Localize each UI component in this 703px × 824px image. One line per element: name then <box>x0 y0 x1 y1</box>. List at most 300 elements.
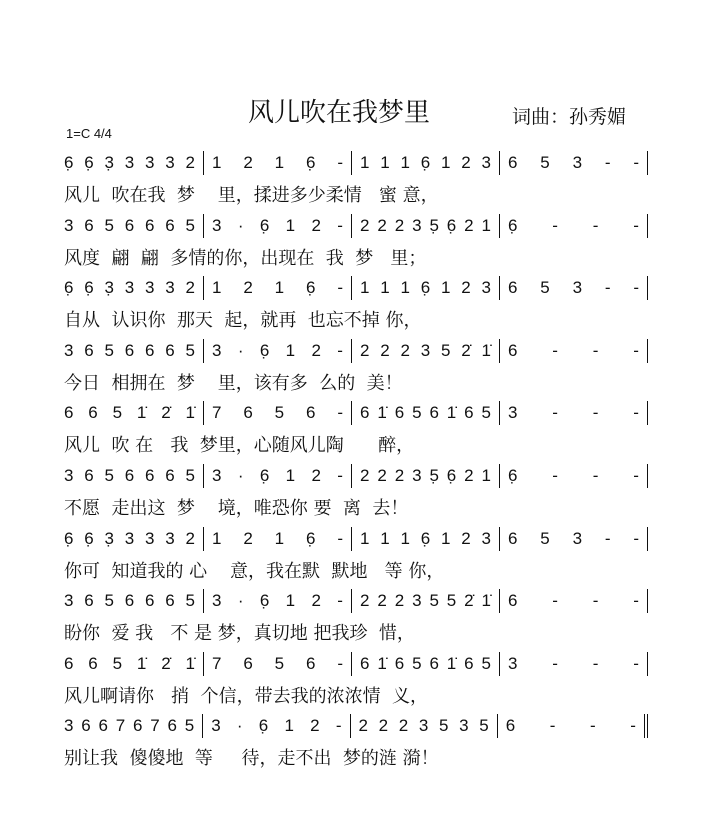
note: 1 <box>360 153 370 172</box>
note: - <box>337 466 343 485</box>
note: 6 <box>88 403 98 423</box>
note: 2 <box>400 340 410 360</box>
measure <box>64 652 204 676</box>
note: 3 <box>212 215 222 235</box>
measure <box>351 714 498 738</box>
note: - <box>633 466 639 485</box>
note: 2 <box>243 153 253 172</box>
note: 6 <box>429 653 439 673</box>
note: 1 <box>212 528 222 548</box>
note: 5 <box>540 278 550 298</box>
note: 7 <box>212 653 222 673</box>
note: 5 <box>412 403 422 423</box>
note: 3̣ <box>104 153 114 172</box>
note: 6̣ <box>84 278 94 298</box>
measure <box>64 714 203 738</box>
measure <box>64 401 204 425</box>
note: 2 <box>461 528 471 548</box>
note: 1 <box>212 153 222 172</box>
note: 3 <box>145 278 155 298</box>
note: 1 <box>285 591 296 611</box>
note: 6 <box>165 215 175 235</box>
note: 6̣ <box>446 466 457 485</box>
note: 7 <box>212 403 222 423</box>
note: 5̣ <box>429 466 439 485</box>
measure <box>64 589 204 613</box>
note: 6̣ <box>420 528 431 548</box>
note: 2 <box>377 466 387 485</box>
measure <box>500 464 648 488</box>
note: 5̣ <box>429 215 439 235</box>
note: 3 <box>412 466 422 485</box>
note: 2 <box>360 215 370 235</box>
note: 2 <box>360 340 370 360</box>
measure <box>64 276 204 300</box>
measure <box>352 464 500 488</box>
note: 2̇ <box>161 403 171 423</box>
notation-line <box>64 401 648 425</box>
note: 2 <box>311 340 321 360</box>
note: 5 <box>540 528 550 548</box>
note: 2 <box>394 591 405 611</box>
note: 1̇ <box>185 403 195 423</box>
measure <box>204 464 352 488</box>
notation-line <box>64 151 648 175</box>
note: - <box>549 716 556 736</box>
note: 6̣ <box>84 153 94 172</box>
lyrics-line: 不愿 走出这 梦 境，唯恐你 要 离 去！ <box>64 498 409 519</box>
note: 2 <box>461 153 471 172</box>
note: 1 <box>400 153 410 172</box>
note: 2 <box>185 528 195 548</box>
lyrics-line: 你可 知道我的 心 意，我在默 默地 等 你， <box>64 560 445 582</box>
lyrics-line: 自从 认识你 那天 起，就再 也忘不掉 你， <box>64 310 422 332</box>
note: · <box>237 591 244 611</box>
note: - <box>592 653 599 673</box>
note: 1 <box>441 278 451 298</box>
note: 6 <box>88 653 98 673</box>
measure <box>500 589 648 613</box>
note: 5 <box>479 716 489 736</box>
measure <box>500 652 648 676</box>
note: 3 <box>165 153 175 172</box>
note: 2 <box>185 278 195 298</box>
note: 5 <box>412 653 422 673</box>
note: - <box>633 278 639 298</box>
note: 2 <box>360 466 370 485</box>
note: 1̇ <box>446 653 457 673</box>
note: 6 <box>84 466 94 485</box>
note: 6 <box>165 340 175 360</box>
note: - <box>335 716 342 736</box>
note: 6 <box>305 403 316 423</box>
note: 3 <box>459 716 469 736</box>
note: 3 <box>481 278 491 298</box>
note: 1 <box>380 528 390 548</box>
note: 6 <box>508 278 518 298</box>
lyrics-line: 别让我 傻傻地 等 待，走不出 梦的涟 漪！ <box>64 748 439 770</box>
note: 6 <box>165 466 175 485</box>
note: 3̣ <box>104 528 114 548</box>
note: 2̇ <box>464 591 474 611</box>
note: 6̣ <box>420 278 431 298</box>
measure <box>204 527 352 551</box>
note: 3 <box>412 215 422 235</box>
note: 5 <box>184 716 195 736</box>
note: 2 <box>243 278 253 298</box>
note: 3 <box>165 528 175 548</box>
lyrics-line: 盼你 爱 我 不 是 梦，真切地 把我珍 惜， <box>64 623 415 645</box>
measure <box>203 714 350 738</box>
note: - <box>590 716 596 736</box>
note: 5 <box>185 591 195 611</box>
note: 6 <box>124 215 135 235</box>
note: - <box>592 591 599 611</box>
note: 6 <box>505 716 516 736</box>
measure <box>500 276 648 300</box>
note: · <box>236 716 243 736</box>
note: 1 <box>274 153 285 172</box>
note: - <box>633 215 639 235</box>
note: - <box>633 591 639 611</box>
note: 3 <box>145 153 155 172</box>
note: · <box>237 466 244 485</box>
note: 6̣ <box>305 278 316 298</box>
note: 5 <box>481 653 491 673</box>
note: 6 <box>165 591 175 611</box>
measure <box>64 464 204 488</box>
note: 2 <box>310 716 320 736</box>
note: 6 <box>508 340 518 360</box>
note: 1̇ <box>481 591 491 611</box>
lyrics-line: 风度 翩 翩 多情的你，出现在 我 梦 里； <box>64 247 427 269</box>
notation-line <box>64 214 648 238</box>
note: 6 <box>360 653 370 673</box>
note: 1 <box>481 215 491 235</box>
note: 5 <box>104 466 114 485</box>
note: 6̣ <box>508 466 518 485</box>
note: 3 <box>124 278 135 298</box>
note: 3 <box>145 528 155 548</box>
note: 2 <box>377 591 387 611</box>
measure <box>498 714 648 738</box>
measure <box>204 589 352 613</box>
measure <box>204 652 352 676</box>
note: - <box>337 653 343 673</box>
note: 3 <box>64 215 74 235</box>
note: 6̣ <box>259 591 270 611</box>
note: 5 <box>185 215 195 235</box>
song-title: 风儿吹在我梦里 <box>248 98 431 128</box>
measure <box>352 276 500 300</box>
note: 2 <box>380 340 390 360</box>
note: 2 <box>377 215 387 235</box>
notation-line <box>64 339 648 363</box>
note: 2 <box>311 466 321 485</box>
lyrics-line: 风儿啊请你 捎 个信，带去我的浓浓情 义， <box>64 685 429 707</box>
note: 5 <box>429 591 439 611</box>
note: 6 <box>64 653 74 673</box>
note: 1 <box>285 340 296 360</box>
note: 2 <box>464 215 474 235</box>
note: 3 <box>64 466 74 485</box>
note: 2 <box>185 153 195 172</box>
note: 1 <box>360 278 370 298</box>
note: - <box>633 653 639 673</box>
note: 5 <box>112 403 123 423</box>
note: 1̇ <box>481 340 491 360</box>
note: 2 <box>394 466 405 485</box>
note: 3̣ <box>104 278 114 298</box>
note: 1 <box>380 278 390 298</box>
note: 2 <box>378 716 389 736</box>
note: - <box>552 591 558 611</box>
note: - <box>592 403 599 423</box>
measure <box>500 339 648 363</box>
note: 2̇ <box>161 653 171 673</box>
note: 3 <box>508 403 518 423</box>
measure <box>352 214 500 238</box>
note: - <box>633 403 639 423</box>
lyrics-line: 风儿 吹 在 我 梦里，心随风儿陶 醉， <box>64 435 415 457</box>
measure <box>204 339 352 363</box>
note: 6 <box>167 716 177 736</box>
note: 3 <box>418 716 429 736</box>
note: - <box>552 403 558 423</box>
note: 6 <box>243 653 253 673</box>
notation-line <box>64 652 648 676</box>
note: - <box>604 528 611 548</box>
note: 1̇ <box>446 403 457 423</box>
note: 2 <box>358 716 368 736</box>
note: 1 <box>274 528 285 548</box>
measure <box>64 214 204 238</box>
measure <box>64 339 204 363</box>
note: 3 <box>212 591 222 611</box>
note: 1̇ <box>136 403 147 423</box>
note: 1 <box>284 716 294 736</box>
note: 1̇ <box>136 653 147 673</box>
note: 3 <box>572 153 583 172</box>
measure <box>64 527 204 551</box>
measure <box>204 214 352 238</box>
measure <box>352 339 500 363</box>
note: 3 <box>412 591 422 611</box>
notation-line <box>64 464 648 488</box>
note: 6 <box>508 153 518 172</box>
note: 6 <box>84 591 94 611</box>
note: 1 <box>360 528 370 548</box>
note: 6 <box>64 403 74 423</box>
note: - <box>552 466 558 485</box>
note: - <box>592 466 599 485</box>
note: 2 <box>398 716 409 736</box>
note: 6̣ <box>446 215 457 235</box>
note: - <box>337 591 343 611</box>
note: 2 <box>243 528 253 548</box>
note: 3 <box>64 591 74 611</box>
note: 5 <box>185 340 195 360</box>
note: 6 <box>133 716 143 736</box>
measure <box>500 401 648 425</box>
note: 6 <box>124 591 135 611</box>
note: - <box>337 528 343 548</box>
note: 6̣ <box>259 340 270 360</box>
note: 3 <box>572 528 583 548</box>
note: 2̇ <box>461 340 471 360</box>
note: 6 <box>360 403 370 423</box>
note: - <box>552 340 558 360</box>
lyrics-line: 风儿 吹在我 梦 里，揉进多少柔情 蜜 意， <box>64 185 439 206</box>
note: 6̣ <box>420 153 431 172</box>
note: 1 <box>274 278 285 298</box>
note: 6̣ <box>508 215 518 235</box>
measure <box>352 652 500 676</box>
note: 3 <box>572 278 583 298</box>
note: 5 <box>446 591 457 611</box>
note: - <box>337 215 343 235</box>
measure <box>204 401 352 425</box>
note: 6̣ <box>259 466 270 485</box>
note: 3 <box>124 153 135 172</box>
note: 1̇ <box>377 403 387 423</box>
note: 2 <box>311 591 321 611</box>
note: 3 <box>508 653 518 673</box>
note: 6 <box>464 653 474 673</box>
note: - <box>552 215 558 235</box>
note: 6̣ <box>64 528 74 548</box>
note: - <box>633 528 639 548</box>
note: 1 <box>481 466 491 485</box>
note: 6̣ <box>64 278 74 298</box>
note: 6 <box>243 403 253 423</box>
note: 7 <box>150 716 160 736</box>
note: - <box>592 215 599 235</box>
notation-line <box>64 276 648 300</box>
note: 1 <box>441 528 451 548</box>
measure <box>352 589 500 613</box>
note: - <box>337 340 343 360</box>
note: 3 <box>124 528 135 548</box>
note: - <box>592 340 599 360</box>
note: 3 <box>64 716 74 736</box>
note: 6 <box>508 591 518 611</box>
note: 3 <box>481 528 491 548</box>
note: 6 <box>145 591 155 611</box>
note: 6 <box>394 653 405 673</box>
note: - <box>604 153 611 172</box>
author-credit: 词曲：孙秀媚 <box>512 106 627 128</box>
note: 5 <box>274 653 285 673</box>
note: 6 <box>145 466 155 485</box>
note: 5 <box>104 340 114 360</box>
note: 3 <box>212 466 222 485</box>
note: 5 <box>274 403 285 423</box>
note: 6 <box>124 340 135 360</box>
note: 6 <box>508 528 518 548</box>
note: 2 <box>311 215 321 235</box>
note: 5 <box>104 591 114 611</box>
measure <box>204 151 352 175</box>
notation-line <box>64 527 648 551</box>
note: 3 <box>211 716 221 736</box>
note: 6̣ <box>305 528 316 548</box>
note: 2 <box>464 466 474 485</box>
note: - <box>552 653 558 673</box>
note: 1 <box>400 528 410 548</box>
note: 2 <box>394 215 405 235</box>
note: 5 <box>112 653 123 673</box>
note: 5 <box>185 466 195 485</box>
note: - <box>633 340 639 360</box>
note: 1 <box>285 215 296 235</box>
note: 7 <box>115 716 126 736</box>
note: 6 <box>84 215 94 235</box>
note: 3 <box>165 278 175 298</box>
measure <box>352 401 500 425</box>
note: - <box>630 716 636 736</box>
note: 6 <box>98 716 108 736</box>
note: 1 <box>380 153 390 172</box>
note: 5 <box>104 215 114 235</box>
note: 6 <box>464 403 474 423</box>
note: 2 <box>360 591 370 611</box>
note: - <box>604 278 611 298</box>
note: 5 <box>441 340 451 360</box>
measure <box>64 151 204 175</box>
note: 5 <box>540 153 550 172</box>
measure <box>204 276 352 300</box>
note: 5 <box>481 403 491 423</box>
note: - <box>633 153 639 172</box>
note: - <box>337 403 343 423</box>
note: 3 <box>420 340 431 360</box>
note: 6 <box>305 653 316 673</box>
note: - <box>337 153 343 172</box>
measure <box>500 527 648 551</box>
note: 6 <box>124 466 135 485</box>
note: 3 <box>481 153 491 172</box>
note: 6 <box>84 340 94 360</box>
note: 3 <box>64 340 74 360</box>
measure <box>352 151 500 175</box>
note: 1 <box>285 466 296 485</box>
measure <box>500 151 648 175</box>
note: 6 <box>145 215 155 235</box>
note: 1 <box>212 278 222 298</box>
note: 1 <box>441 153 451 172</box>
note: 5 <box>439 716 449 736</box>
notation-line <box>64 714 648 738</box>
note: 6̣ <box>258 716 269 736</box>
note: · <box>237 340 244 360</box>
measure <box>500 214 648 238</box>
note: 6 <box>429 403 439 423</box>
note: 6̣ <box>259 215 270 235</box>
lyrics-line: 今日 相拥在 梦 里，该有多 么的 美！ <box>64 372 403 394</box>
note: - <box>337 278 343 298</box>
note: · <box>237 215 244 235</box>
key-signature: 1=C 4/4 <box>66 126 112 141</box>
note: 1̇ <box>377 653 387 673</box>
note: 6̣ <box>84 528 94 548</box>
note: 6 <box>394 403 405 423</box>
note: 3 <box>212 340 222 360</box>
note: 1̇ <box>185 653 195 673</box>
note: 6 <box>81 716 91 736</box>
note: 6 <box>145 340 155 360</box>
note: 6̣ <box>305 153 316 172</box>
